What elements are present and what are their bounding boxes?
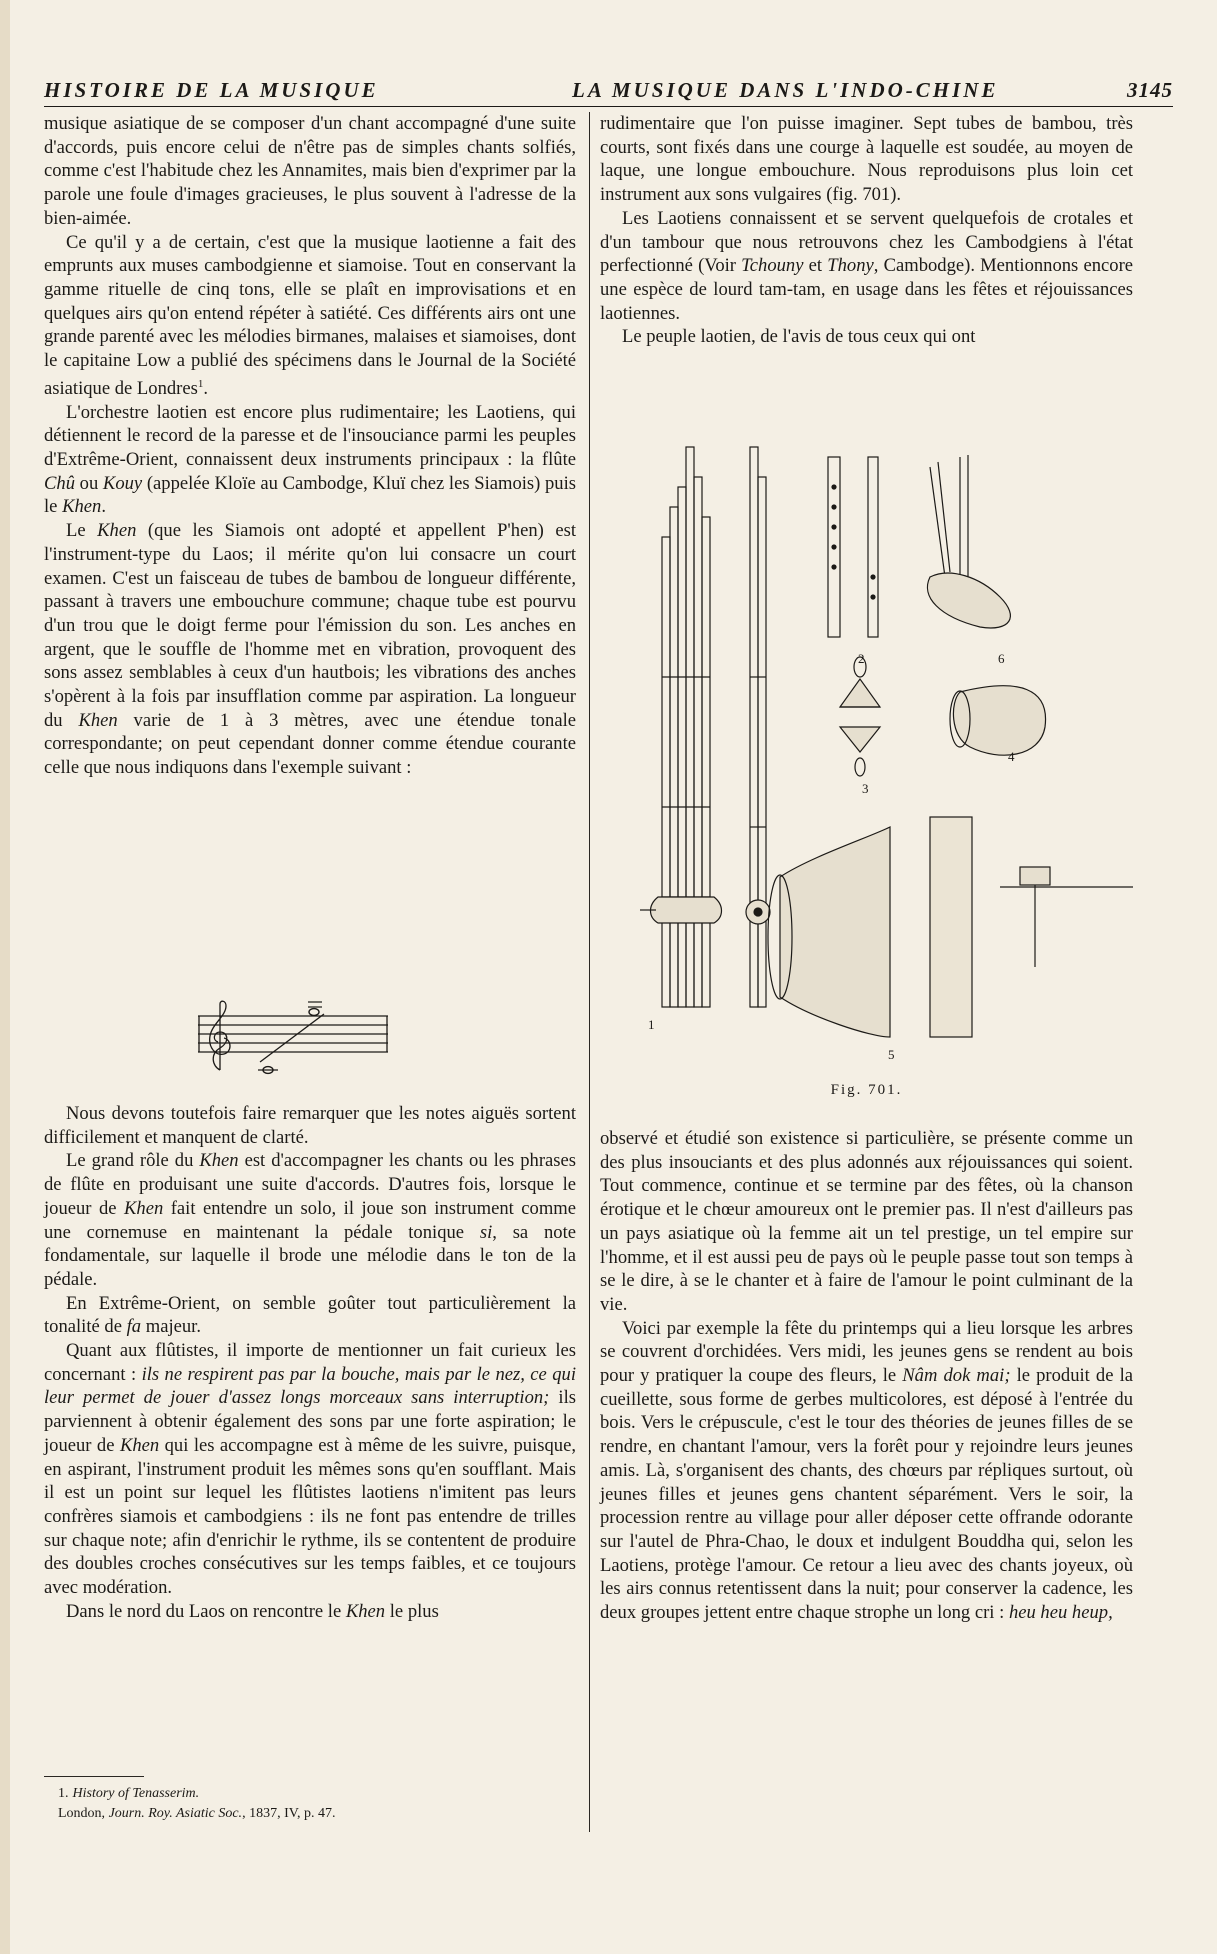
- khen-illustration: [640, 447, 722, 1007]
- paragraph: Voici par exemple la fête du printemps qui a lieu lorsque les arbres se couvrent d'orchidées. Vers midi, les jeunes gens se rendent au bois pour y pratiquer la coupe des fleurs, le Nâm dok mai; le produit de la cueillette, sous forme de gerbes multicolores, est déposé à l'entrée du bois. Vers le crépuscule, c'est le tour des théories de jeunes filles de se rendre, en chantant l'amour, vers la forêt pour y rejoindre leurs jeunes amis. Là, s'organisent des chants, des chœurs par répliques surtout, où jeunes filles et jeunes gens chantent séparément. Vers le soir, la procession rentre au village pour aller déposer cette offrande odorante sur l'autel de Phra-Chao, le doux et indulgent Bouddha qui, selon les Laotiens, protège l'amour. Ce retour a lieu avec des chants joyeux, où les airs connus retentissent dans la nuit; pour conserver la cadence, les deux groupes jettent entre chaque strophe un long cri : heu heu heup,: [600, 1317, 1133, 1624]
- figure-label: 6: [998, 651, 1005, 666]
- left-column-upper: [44, 112, 576, 780]
- paragraph: Nous devons toutefois faire remarquer que les notes aiguës sortent difficilement et manquent de clarté.: [44, 1103, 576, 1148]
- page-number: 3145: [1127, 78, 1173, 102]
- figure-701: [600, 427, 1133, 1107]
- running-header: [44, 78, 1173, 106]
- page-edge: [0, 0, 10, 1954]
- paragraph: observé et étudié son existence si particulière, se présente comme un des plus insouciants et des plus adonnés aux réjouissances qui soient. Tout commence, continue et se termine par des fêtes, où la chanson érotique et le chœur amoureux ont le premier pas. Il n'est d'ailleurs pas un pays asiatique où la femme ait un tel prestige, un tel empire sur l'homme, et il est aussi peu de pays où le peuple passe tout son temps à se le dire, à se le chanter et à faire de l'amour le point culminant de la vie.: [600, 1128, 1133, 1315]
- paragraph: musique asiatique de se composer d'un chant accompagné d'une suite d'accords, puis encore celui de n'être pas de simples chants solfiés, comme c'est l'habitude chez les Annamites, mais bien d'exprimer par la parole une foule d'images gracieuses, le plus souvent à l'adresse de la bien-aimée.: [44, 113, 576, 229]
- crotales-illustration: [840, 657, 880, 776]
- footnotes: [58, 1784, 578, 1824]
- figure-label: 1: [648, 1017, 655, 1032]
- figure-caption: Fig. 701.: [830, 1082, 903, 1098]
- instrument-illustrations: [600, 427, 1133, 1077]
- figure-label: 2: [858, 651, 865, 666]
- khen-side-illustration: [746, 447, 770, 1007]
- small-drum-illustration: [950, 686, 1046, 755]
- gourd-khen-illustration: [927, 455, 1010, 628]
- music-staff-example: [198, 996, 388, 1084]
- right-column-upper: [600, 112, 1133, 349]
- footnote-ref[interactable]: 1: [197, 377, 204, 390]
- paragraph: rudimentaire que l'on puisse imaginer. Sept tubes de bambou, très courts, sont fixés dans une courge à laquelle est soudée, au moyen de laque, une longue embouchure. Nous reproduisons plus loin cet instrument aux sons vulgaires (fig. 701).: [600, 113, 1133, 206]
- paragraph: Dans le nord du Laos on rencontre le Khen le plus: [66, 1600, 439, 1622]
- paragraph: L'orchestre laotien est encore plus rudimentaire; les Laotiens, qui détiennent le record de la paresse et de l'insouciance parmi les peuples d'Extrême-Orient, connaissent deux instruments principaux : la flûte Chû ou Kouy (appelée Kloïe au Cambodge, Kluï chez les Siamois) puis le Khen.: [44, 401, 577, 518]
- paragraph: Le grand rôle du Khen est d'accompagner les chants ou les phrases de flûte en produisant une suite d'accords. D'autres fois, lorsque le joueur de Khen fait entendre un solo, il joue son instrument comme une cornemuse en maintenant la pédale tonique si, sa note fondamentale, sur laquelle il brode une mélodie dans le ton de la pédale.: [44, 1150, 576, 1290]
- paragraph: En Extrême-Orient, on semble goûter tout particulièrement la tonalité de fa majeur.: [44, 1292, 576, 1338]
- left-column-lower: [44, 1102, 576, 1623]
- figure-label: 3: [862, 781, 869, 796]
- figure-label: 5: [888, 1047, 895, 1062]
- footnote-1: 1. History of Tenasserim.: [58, 1786, 200, 1801]
- paragraph: Les Laotiens connaissent et se servent quelquefois de crotales et d'un tambour que nous retrouvons chez les Cambodgiens à l'état perfectionné (Voir Tchouny et Thony, Cambodge). Mentionnons encore une espèce de lourd tam-tam, en usage dans les fêtes et réjouissances laotiennes.: [600, 207, 1134, 324]
- column-divider: [589, 112, 590, 1832]
- paragraph: Le Khen (que les Siamois ont adopté et appellent P'hen) est l'instrument-type du Laos; il mérite qu'on lui consacre un court examen. C'est un faisceau de tubes de bambou de longueur différente, passant à travers une embouchure commune; chaque tube est pourvu d'un trou que le doigt ferme pour l'émission du son. Les anches en argent, que le souffle de l'homme met en vibration, provoquent des sons assez semblables à ceux d'un hautbois; les vibrations des anches s'opèrent à la fois par insufflation comme par aspiration. La longueur du Khen varie de 1 à 3 mètres, avec une étendue tonale correspondante; on peut cependant donner comme étendue courante celle que nous indiquons dans l'exemple suivant :: [44, 520, 576, 779]
- footnote-1-citation: London, Journ. Roy. Asiatic Soc., 1837, IV, p. 47.: [58, 1806, 336, 1821]
- tam-tam-illustration: [768, 817, 1133, 1037]
- header-left-title: HISTOIRE DE LA MUSIQUE: [44, 78, 379, 102]
- right-column-lower: [600, 1127, 1133, 1625]
- header-rule: [44, 106, 1173, 107]
- header-chapter-title: LA MUSIQUE DANS L'INDO-CHINE: [572, 78, 999, 102]
- footnote-rule: [44, 1776, 144, 1777]
- paragraph: Le peuple laotien, de l'avis de tous ceux qui ont: [622, 326, 976, 348]
- figure-label: 4: [1008, 749, 1015, 764]
- paragraph: Ce qu'il y a de certain, c'est que la musique laotienne a fait des emprunts aux muses cambodgienne et siamoise. Tout en conservant la gamme rituelle de cinq tons, elle se plaît en improvisations et en quelques airs qu'on entend répéter à satiété. Ces différents airs ont une grande parenté avec les mélodies birmanes, malaises et siamoises, dont le capitaine Low a publié des spécimens dans le Journal de la Société asiatique de Londres$^1$.: [44, 231, 576, 399]
- paragraph: Quant aux flûtistes, il importe de mentionner un fait curieux les concernant : ils ne respirent pas par la bouche, mais par le nez, ce qui leur permet de jouer d'assez longs morceaux sans interruption; ils parviennent à obtenir également des sons par une forte aspiration; le joueur de Khen qui les accompagne est à même de les suivre, puisque, en aspirant, l'instrument produit les mêmes sons qu'en soufflant. Mais il est un point sur lequel les flûtistes laotiens n'imitent pas leurs confrères siamois et cambodgiens : ils ne font pas entendre de trilles sur chaque note; afin d'enrichir le rythme, ils se contentent de produire des doubles croches consécutives sur les temps faibles, et ce toujours avec modération.: [44, 1340, 577, 1599]
- flute-illustration: [828, 457, 878, 637]
